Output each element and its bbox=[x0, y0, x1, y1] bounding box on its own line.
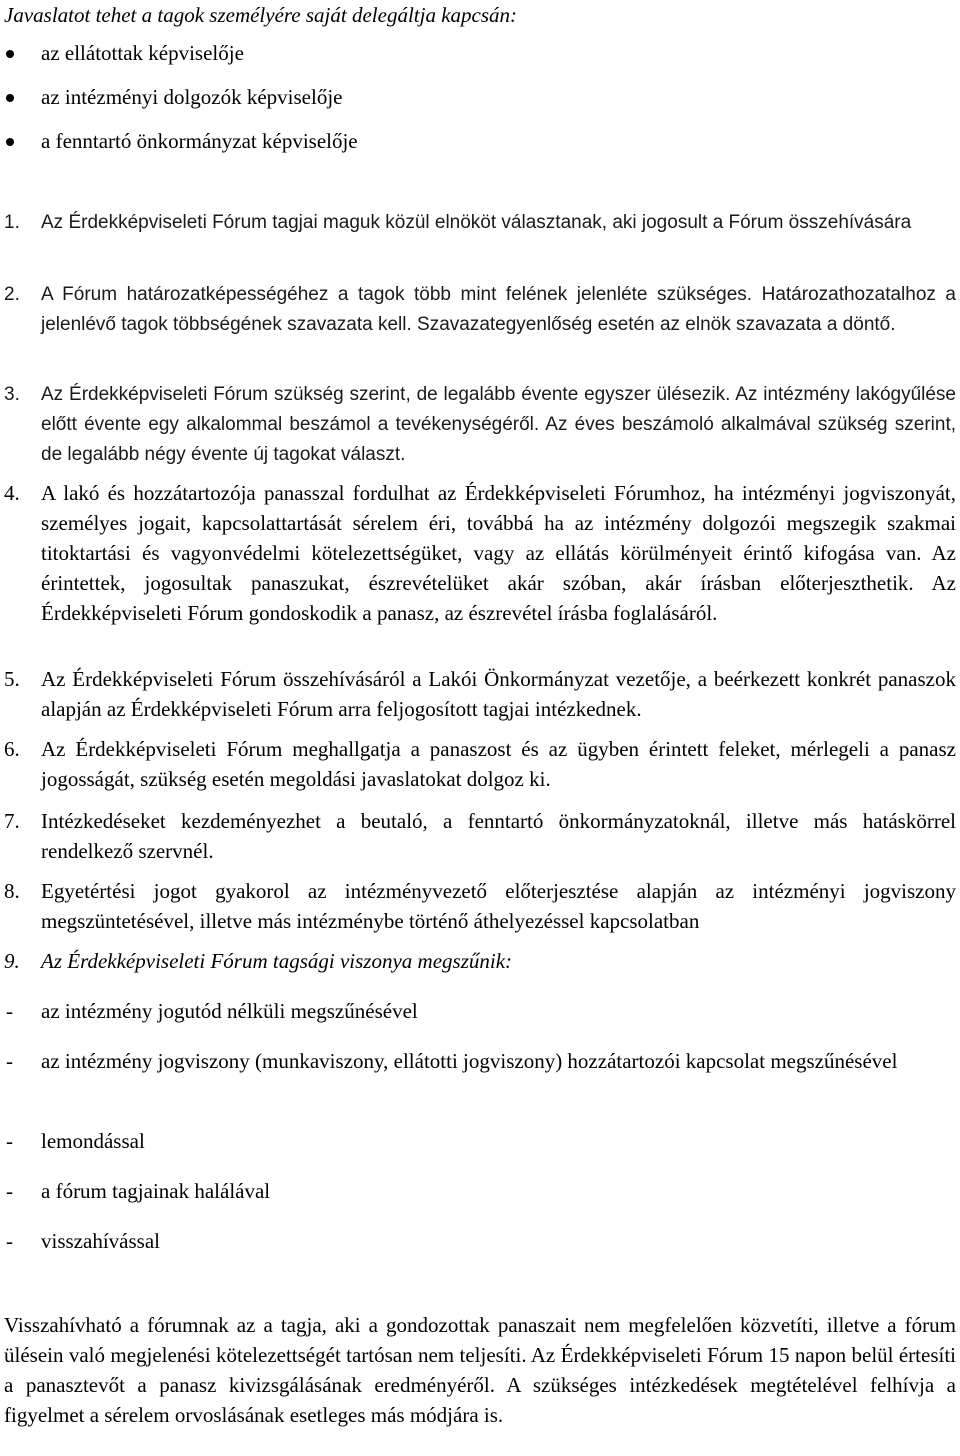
item-text: A Fórum határozatképességéhez a tagok több mint felének jelenléte szükséges. Határozathozatalhoz a jelenlévő tagok többségének szavazata kell. Szavazategyenlőség esetén az elnök szavazata a döntő. bbox=[41, 284, 956, 335]
bullet-dot-icon bbox=[6, 50, 14, 58]
bullet-item bbox=[0, 38, 960, 68]
numbered-item-3 bbox=[4, 380, 956, 470]
dash-mark: - bbox=[6, 1049, 13, 1073]
bullet-item bbox=[0, 126, 960, 156]
numbered-item-9 bbox=[4, 946, 956, 976]
dash-mark: - bbox=[6, 1179, 13, 1203]
dash-text: az intézmény jogviszony (munkaviszony, ellátotti jogviszony) hozzátartozói kapcsolat megszűnésével bbox=[41, 1049, 898, 1073]
item-text: Az Érdekképviseleti Fórum tagjai maguk közül elnököt választanak, aki jogosult a Fórum összehívására bbox=[41, 212, 912, 233]
item-text: Az Érdekképviseleti Fórum tagsági viszonya megszűnik: bbox=[41, 949, 513, 973]
numbered-item-8 bbox=[4, 876, 956, 936]
item-text: Intézkedéseket kezdeményezhet a beutaló, a fenntartó önkormányzatoknál, illetve más hatáskörrel rendelkező szervnél. bbox=[41, 809, 956, 863]
dash-item-3 bbox=[4, 1126, 956, 1156]
numbered-item-6 bbox=[4, 734, 956, 794]
item-text: A lakó és hozzátartozója panasszal fordulhat az Érdekképviseleti Fórumhoz, ha intézményi jogviszonyát, személyes jogait, kapcsolattartását sérelem éri, továbbá ha az intézmény dolgozói megszegik szakmai titoktartási és vagyonvédelmi kötelezettségüket, vagy az ellátás körülményeit érintő kifogása van. Az érintettek, jogosultak panaszukat, észrevételüket akár szóban, akár írásban előterjeszthetik. Az Érdekképviseleti Fórum gondoskodik a panasz, az észrevétel írásba foglalásáról. bbox=[41, 481, 956, 625]
item-number: 9. bbox=[4, 949, 20, 973]
bullet-text: az intézményi dolgozók képviselője bbox=[41, 85, 343, 109]
dash-text: az intézmény jogutód nélküli megszűnésével bbox=[41, 999, 418, 1023]
dash-mark: - bbox=[6, 1129, 13, 1153]
item-number: 4. bbox=[4, 481, 20, 505]
dash-text: a fórum tagjainak halálával bbox=[41, 1179, 271, 1203]
delegate-bullet-list bbox=[0, 38, 960, 170]
bullet-text: az ellátottak képviselője bbox=[41, 41, 244, 65]
item-text: Az Érdekképviseleti Fórum szükség szerint, de legalább évente egyszer ülésezik. Az intézmény lakógyűlése előtt évente egy alkalommal beszámol a tevékenységéről. Az éves beszámoló alkalmával szükség szerint, de legalább négy évente új tagokat választ. bbox=[41, 384, 956, 465]
item-text: Az Érdekképviseleti Fórum összehívásáról a Lakói Önkormányzat vezetője, a beérkezett konkrét panaszok alapján az Érdekképviseleti Fórum arra feljogosított tagjai intézkednek. bbox=[41, 667, 956, 721]
dash-text: lemondással bbox=[41, 1129, 145, 1153]
closing-paragraph: Visszahívható a fórumnak az a tagja, aki a gondozottak panaszait nem megfelelően közvetíti, illetve a fórum ülésein való megjelenési kötelezettségét tartósan nem teljesíti. Az Érdekképviseleti Fórum 15 napon belül értesíti a panasztevőt a panasz kivizsgálásának eredményéről. A szükséges intézkedések megtételével felhívja a figyelmet a sérelem orvoslásának esetleges más módjára is. bbox=[4, 1313, 956, 1427]
dash-item-4 bbox=[4, 1176, 956, 1206]
item-number: 2. bbox=[4, 284, 20, 305]
bullet-item bbox=[0, 82, 960, 112]
dash-item-2 bbox=[4, 1046, 956, 1076]
numbered-item-5 bbox=[4, 664, 956, 724]
numbered-item-4 bbox=[4, 478, 956, 628]
item-text: Az Érdekképviseleti Fórum meghallgatja a panaszost és az ügyben érintett feleket, mérlegeli a panasz jogosságát, szükség esetén megoldási javaslatokat dolgoz ki. bbox=[41, 737, 956, 791]
item-number: 6. bbox=[4, 737, 20, 761]
bullet-dot-icon bbox=[6, 138, 14, 146]
numbered-item-2 bbox=[4, 280, 956, 340]
numbered-item-7 bbox=[4, 806, 956, 866]
numbered-item-1 bbox=[4, 208, 956, 238]
dash-item-5 bbox=[4, 1226, 956, 1256]
dash-mark: - bbox=[6, 999, 13, 1023]
item-number: 8. bbox=[4, 879, 20, 903]
bullet-text: a fenntartó önkormányzat képviselője bbox=[41, 129, 358, 153]
item-number: 7. bbox=[4, 809, 20, 833]
intro-heading: Javaslatot tehet a tagok személyére saját delegáltja kapcsán: bbox=[4, 3, 518, 27]
bullet-dot-icon bbox=[6, 94, 14, 102]
item-text: Egyetértési jogot gyakorol az intézményvezető előterjesztése alapján az intézményi jogviszony megszüntetésével, illetve más intézménybe történő áthelyezéssel kapcsolatban bbox=[41, 879, 956, 933]
dash-mark: - bbox=[6, 1229, 13, 1253]
item-number: 1. bbox=[4, 212, 20, 233]
item-number: 5. bbox=[4, 667, 20, 691]
dash-item-1 bbox=[4, 996, 956, 1026]
item-number: 3. bbox=[4, 384, 20, 405]
dash-text: visszahívással bbox=[41, 1229, 160, 1253]
